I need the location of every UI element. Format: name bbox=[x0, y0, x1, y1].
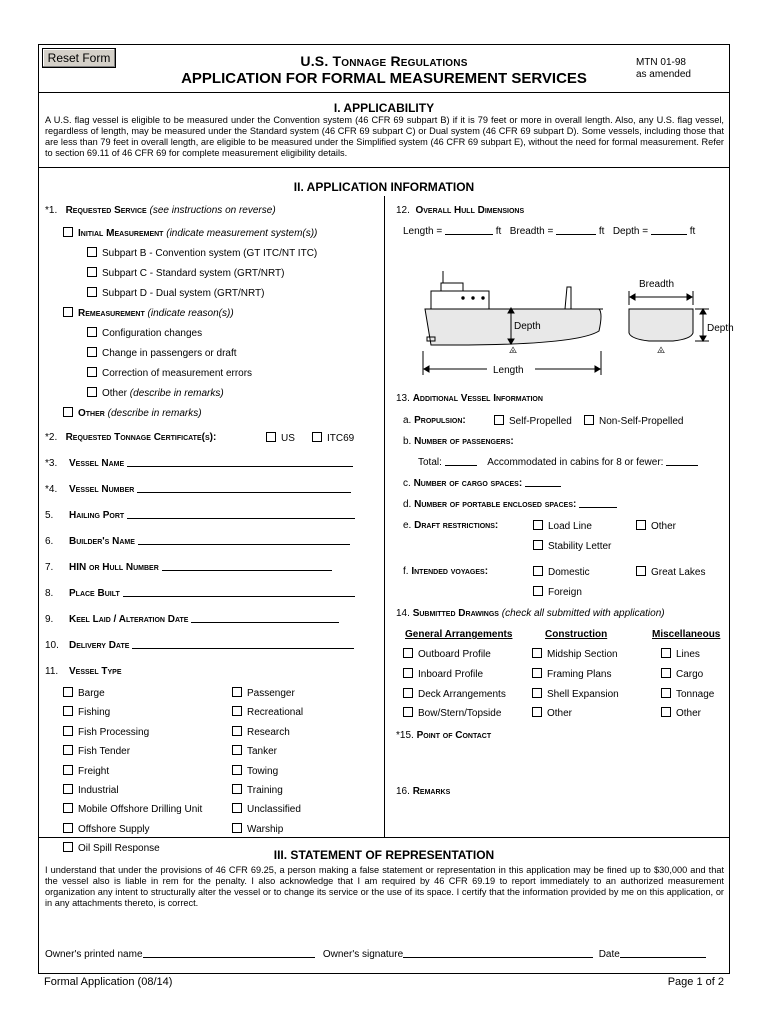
vessel-number-number: *4. bbox=[45, 484, 58, 495]
industrial-checkbox[interactable] bbox=[63, 784, 73, 794]
framing-plans-option[interactable] bbox=[532, 668, 611, 680]
bow-stern-checkbox[interactable] bbox=[403, 707, 413, 717]
reset-form-button[interactable]: Reset Form bbox=[42, 48, 116, 68]
subpart-b-label: Subpart B - Convention system (GT ITC/NT ITC) bbox=[102, 248, 318, 259]
deck-arrangements-checkbox[interactable] bbox=[403, 688, 413, 698]
vessel-type-offshore-supply[interactable] bbox=[63, 823, 150, 835]
vessel-number-row bbox=[45, 484, 351, 495]
tonnage-option[interactable] bbox=[661, 688, 714, 700]
passenger-label: Passenger bbox=[247, 688, 295, 699]
keel-laid-number: 9. bbox=[45, 614, 54, 625]
miscellaneous-heading: Miscellaneous bbox=[652, 629, 721, 640]
warship-checkbox[interactable] bbox=[232, 823, 242, 833]
remeasurement-label: Remeasurement bbox=[78, 308, 145, 319]
service-other-label: Other bbox=[78, 408, 105, 419]
q15-title: Point of Contact bbox=[416, 730, 492, 741]
remarks-field[interactable] bbox=[396, 802, 726, 834]
hailing-port-row bbox=[45, 510, 355, 521]
self-propelled-checkbox[interactable] bbox=[494, 415, 504, 425]
construction-heading: Construction bbox=[545, 629, 608, 640]
vessel-type-training[interactable] bbox=[232, 784, 283, 796]
vessel-type-barge[interactable] bbox=[63, 687, 105, 699]
subpart-b-option[interactable] bbox=[87, 247, 317, 259]
q14-title: Submitted Drawings bbox=[412, 608, 499, 619]
outboard-profile-checkbox[interactable] bbox=[403, 648, 413, 658]
load-line-option[interactable] bbox=[533, 520, 592, 532]
hin-number: 7. bbox=[45, 562, 54, 573]
foreign-label: Foreign bbox=[548, 587, 582, 598]
breadth-label: Breadth = bbox=[509, 226, 554, 237]
self-propelled-option[interactable] bbox=[494, 415, 572, 427]
non-self-propelled-label: Non-Self-Propelled bbox=[599, 416, 684, 427]
vessel-type-fish-tender[interactable] bbox=[63, 745, 130, 757]
midship-section-checkbox[interactable] bbox=[532, 648, 542, 658]
vessel-type-towing[interactable] bbox=[232, 765, 278, 777]
initial-measurement-checkbox[interactable] bbox=[63, 227, 73, 237]
self-propelled-label: Self-Propelled bbox=[509, 416, 572, 427]
builders-name-row bbox=[45, 536, 350, 547]
passengers-label: Number of passengers: bbox=[414, 436, 514, 447]
correction-errors-checkbox[interactable] bbox=[87, 367, 97, 377]
propulsion-number: a. bbox=[403, 415, 412, 426]
modu-label: Mobile Offshore Drilling Unit bbox=[78, 804, 203, 815]
research-checkbox[interactable] bbox=[232, 726, 242, 736]
application-section bbox=[39, 168, 734, 854]
recreational-checkbox[interactable] bbox=[232, 706, 242, 716]
vessel-name-row bbox=[45, 458, 353, 469]
non-self-propelled-checkbox[interactable] bbox=[584, 415, 594, 425]
research-label: Research bbox=[247, 727, 290, 738]
q12-number: 12. bbox=[396, 205, 410, 216]
remeasurement-other-label: Other bbox=[102, 388, 128, 399]
q11-title: Vessel Type bbox=[69, 666, 122, 677]
subpart-d-option[interactable] bbox=[87, 287, 264, 299]
modu-checkbox[interactable] bbox=[63, 803, 73, 813]
applicability-section bbox=[39, 93, 729, 168]
foreign-option[interactable] bbox=[533, 586, 582, 598]
remeasurement-other-option[interactable] bbox=[87, 387, 224, 399]
signature-field[interactable] bbox=[403, 957, 593, 958]
delivery-date-field[interactable] bbox=[132, 648, 354, 649]
cert-itc69-option[interactable] bbox=[312, 432, 354, 444]
application-heading: II. APPLICATION INFORMATION bbox=[293, 180, 475, 194]
great-lakes-option[interactable] bbox=[636, 566, 705, 578]
remeasurement-other-note: (describe in remarks) bbox=[129, 388, 224, 399]
q2-row bbox=[45, 432, 216, 443]
inboard-profile-label: Inboard Profile bbox=[418, 669, 484, 680]
q1-note: (see instructions on reverse) bbox=[149, 205, 276, 216]
builders-name-label: Builder's Name bbox=[69, 536, 135, 547]
vessel-name-field[interactable] bbox=[127, 466, 353, 467]
service-other-checkbox[interactable] bbox=[63, 407, 73, 417]
inboard-profile-checkbox[interactable] bbox=[403, 668, 413, 678]
printed-name-label: Owner's printed name bbox=[45, 949, 143, 960]
vessel-type-tanker[interactable] bbox=[232, 745, 277, 757]
vessel-number-label: Vessel Number bbox=[69, 484, 135, 495]
q11-number: 11. bbox=[45, 666, 59, 677]
cargo-label: Cargo bbox=[676, 669, 704, 680]
shell-expansion-checkbox[interactable] bbox=[532, 688, 542, 698]
vessel-type-industrial[interactable] bbox=[63, 784, 119, 796]
portable-spaces-number: d. bbox=[403, 499, 412, 510]
warship-label: Warship bbox=[247, 824, 284, 835]
towing-label: Towing bbox=[247, 766, 279, 777]
q1-label bbox=[45, 205, 276, 216]
keel-laid-label: Keel Laid / Alteration Date bbox=[69, 614, 189, 625]
draft-other-checkbox[interactable] bbox=[636, 520, 646, 530]
change-passengers-label: Change in passengers or draft bbox=[102, 348, 237, 359]
vessel-section-drawing bbox=[629, 291, 709, 341]
date-field[interactable] bbox=[620, 957, 706, 958]
midship-mark-icon: ⨻ bbox=[509, 346, 518, 356]
q2-number: *2. bbox=[45, 432, 58, 443]
fishing-checkbox[interactable] bbox=[63, 706, 73, 716]
section-breadth-label: Breadth bbox=[639, 279, 675, 290]
propulsion-label: Propulsion: bbox=[414, 415, 466, 426]
q2-label: Requested Tonnage Certificate(s): bbox=[65, 432, 217, 443]
cargo-spaces-row bbox=[403, 478, 561, 489]
initial-measurement-option[interactable] bbox=[63, 227, 317, 239]
fish-tender-label: Fish Tender bbox=[78, 746, 131, 757]
draft-row bbox=[403, 520, 498, 531]
delivery-date-number: 10. bbox=[45, 640, 59, 651]
place-built-number: 8. bbox=[45, 588, 54, 599]
freight-label: Freight bbox=[78, 766, 110, 777]
hin-field[interactable] bbox=[162, 570, 332, 571]
remeasurement-option[interactable] bbox=[63, 307, 234, 319]
domestic-option[interactable] bbox=[533, 566, 590, 578]
remeasurement-other-checkbox[interactable] bbox=[87, 387, 97, 397]
builders-name-number: 6. bbox=[45, 536, 54, 547]
statement-heading: III. STATEMENT OF REPRESENTATION bbox=[273, 848, 495, 862]
industrial-label: Industrial bbox=[78, 785, 119, 796]
length-label: Length = bbox=[403, 226, 443, 237]
cert-itc69-label: ITC69 bbox=[327, 433, 355, 444]
applicability-heading: I. APPLICABILITY bbox=[333, 101, 435, 115]
lines-label: Lines bbox=[676, 649, 700, 660]
q13-number: 13. bbox=[396, 393, 410, 404]
configuration-changes-label: Configuration changes bbox=[102, 328, 203, 339]
service-other-option[interactable] bbox=[63, 407, 202, 419]
length-unit: ft bbox=[495, 226, 502, 237]
subpart-c-label: Subpart C - Standard system (GRT/NRT) bbox=[102, 268, 285, 279]
passengers-total-field[interactable] bbox=[445, 465, 477, 466]
lines-option[interactable] bbox=[661, 648, 700, 660]
builders-name-field[interactable] bbox=[138, 544, 350, 545]
q16-label bbox=[396, 786, 450, 797]
non-self-propelled-option[interactable] bbox=[584, 415, 684, 427]
training-checkbox[interactable] bbox=[232, 784, 242, 794]
mtn-number: MTN 01-98 bbox=[635, 57, 686, 68]
propulsion-row bbox=[403, 415, 466, 426]
form-header bbox=[39, 45, 729, 93]
q15-number: *15. bbox=[396, 730, 414, 741]
statement-text: I understand that under the provisions of 46 CFR 69.25, a person making a false statement or representation in this application may be fined up to $30,000 and that the vessel also is liable in rem for the penalty. I also acknowledge that I am required by 46 CFR 69.19 to report immediately to an authorized measurement organization any intent to structurally alter the vessel or to change its service or the use of its space. I certify that the information provided by me on this application, or in any attachments thereto, is correct. bbox=[45, 865, 724, 908]
configuration-changes-checkbox[interactable] bbox=[87, 327, 97, 337]
offshore-supply-label: Offshore Supply bbox=[78, 824, 150, 835]
domestic-label: Domestic bbox=[548, 567, 590, 578]
q14-label bbox=[396, 608, 665, 619]
q13-label bbox=[396, 393, 543, 404]
form-version: Formal Application (08/14) bbox=[44, 976, 173, 988]
cert-us-checkbox[interactable] bbox=[266, 432, 276, 442]
cert-us-label: US bbox=[281, 433, 295, 444]
offshore-supply-checkbox[interactable] bbox=[63, 823, 73, 833]
vessel-type-freight[interactable] bbox=[63, 765, 109, 777]
misc-other-checkbox[interactable] bbox=[661, 707, 671, 717]
service-other-note: (describe in remarks) bbox=[107, 408, 202, 419]
training-label: Training bbox=[247, 785, 283, 796]
barge-label: Barge bbox=[78, 688, 105, 699]
misc-other-option[interactable] bbox=[661, 707, 701, 719]
bow-stern-option[interactable] bbox=[403, 707, 501, 719]
initial-measurement-label: Initial Measurement bbox=[78, 228, 164, 239]
draft-number: e. bbox=[403, 520, 412, 531]
passenger-checkbox[interactable] bbox=[232, 687, 242, 697]
midship-section-label: Midship Section bbox=[547, 649, 618, 660]
tonnage-checkbox[interactable] bbox=[661, 688, 671, 698]
tanker-checkbox[interactable] bbox=[232, 745, 242, 755]
correction-errors-label: Correction of measurement errors bbox=[102, 368, 253, 379]
vessel-type-research[interactable] bbox=[232, 726, 290, 738]
q1-title: Requested Service bbox=[65, 205, 147, 216]
great-lakes-label: Great Lakes bbox=[651, 567, 706, 578]
load-line-label: Load Line bbox=[548, 521, 592, 532]
general-arrangements-heading: General Arrangements bbox=[405, 629, 513, 640]
applicability-text: A U.S. flag vessel is eligible to be measured under the Convention system (46 CFR 69 subpart B) if it is 79 feet or more in overall length. Also, any U.S. flag vessel, regardless of length, may be measured under the Standard system (46 CFR 69 subpart C) or Dual system (46 CFR 69 subpart D). Some vessels, including those that are less than 79 feet in overall length, are eligible to be measured under the Simplified system (46 CFR 69 subpart E), without the need for formal measurement. Refer to section 69.11 of 46 CFR 69 for complete measurement eligibility details. bbox=[45, 115, 724, 158]
date-label: Date bbox=[598, 949, 620, 960]
passengers-cabins-label: Accommodated in cabins for 8 or fewer: bbox=[487, 457, 664, 468]
depth-label: Depth = bbox=[612, 226, 649, 237]
shell-expansion-option[interactable] bbox=[532, 688, 619, 700]
passengers-fields bbox=[418, 457, 698, 468]
length-field[interactable] bbox=[445, 234, 493, 235]
correction-errors-option[interactable] bbox=[87, 367, 252, 379]
draft-other-option[interactable] bbox=[636, 520, 676, 532]
depth-field[interactable] bbox=[651, 234, 687, 235]
outboard-profile-label: Outboard Profile bbox=[418, 649, 491, 660]
portable-spaces-row bbox=[403, 499, 617, 510]
form-title: U.S. Tonnage Regulations bbox=[300, 53, 468, 69]
q16-number: 16. bbox=[396, 786, 410, 797]
keel-laid-field[interactable] bbox=[191, 622, 339, 623]
recreational-label: Recreational bbox=[247, 707, 304, 718]
passengers-cabins-field[interactable] bbox=[666, 465, 698, 466]
remeasurement-checkbox[interactable] bbox=[63, 307, 73, 317]
column-divider bbox=[384, 196, 385, 838]
q12-title: Overall Hull Dimensions bbox=[415, 205, 525, 216]
subpart-d-checkbox[interactable] bbox=[87, 287, 97, 297]
place-built-field[interactable] bbox=[123, 596, 355, 597]
q14-note: (check all submitted with application) bbox=[501, 608, 665, 619]
hailing-port-field[interactable] bbox=[127, 518, 355, 519]
page-number: Page 1 of 2 bbox=[667, 976, 724, 988]
fishing-label: Fishing bbox=[78, 707, 111, 718]
hailing-port-number: 5. bbox=[45, 510, 54, 521]
towing-checkbox[interactable] bbox=[232, 765, 242, 775]
foreign-checkbox[interactable] bbox=[533, 586, 543, 596]
voyages-number: f. bbox=[403, 566, 409, 577]
signature-row bbox=[45, 949, 706, 960]
cargo-checkbox[interactable] bbox=[661, 668, 671, 678]
passengers-row bbox=[403, 436, 514, 447]
draft-other-label: Other bbox=[651, 521, 677, 532]
vessel-type-recreational[interactable] bbox=[232, 706, 303, 718]
fish-processing-label: Fish Processing bbox=[78, 727, 150, 738]
stability-letter-label: Stability Letter bbox=[548, 541, 612, 552]
portable-spaces-label: Number of portable enclosed spaces: bbox=[414, 499, 577, 510]
hin-row bbox=[45, 562, 332, 573]
form-frame bbox=[38, 44, 734, 974]
vessel-type-unclassified[interactable] bbox=[232, 803, 301, 815]
inboard-profile-option[interactable] bbox=[403, 668, 483, 680]
barge-checkbox[interactable] bbox=[63, 687, 73, 697]
cert-itc69-checkbox[interactable] bbox=[312, 432, 322, 442]
cargo-option[interactable] bbox=[661, 668, 703, 680]
shell-expansion-label: Shell Expansion bbox=[547, 689, 619, 700]
unclassified-label: Unclassified bbox=[247, 804, 301, 815]
freight-checkbox[interactable] bbox=[63, 765, 73, 775]
bow-stern-label: Bow/Stern/Topside bbox=[418, 708, 502, 719]
cert-us-option[interactable] bbox=[266, 432, 295, 444]
q11-label bbox=[45, 666, 122, 677]
passengers-number: b. bbox=[403, 436, 412, 447]
subpart-c-checkbox[interactable] bbox=[87, 267, 97, 277]
q16-title: Remarks bbox=[412, 786, 451, 797]
breadth-unit: ft bbox=[598, 226, 605, 237]
hin-label: HIN or Hull Number bbox=[69, 562, 159, 573]
vessel-type-fish-processing[interactable] bbox=[63, 726, 149, 738]
unclassified-checkbox[interactable] bbox=[232, 803, 242, 813]
point-of-contact-field[interactable] bbox=[396, 746, 726, 782]
form-subtitle: APPLICATION FOR FORMAL MEASUREMENT SERVICES bbox=[181, 70, 587, 87]
load-line-checkbox[interactable] bbox=[533, 520, 543, 530]
hull-dimensions-diagram bbox=[417, 241, 737, 385]
place-built-label: Place Built bbox=[69, 588, 120, 599]
q1-number: *1. bbox=[45, 205, 58, 216]
cargo-spaces-label: Number of cargo spaces: bbox=[413, 478, 523, 489]
vessel-profile-drawing bbox=[425, 271, 603, 345]
subpart-d-label: Subpart D - Dual system (GRT/NRT) bbox=[102, 288, 265, 299]
vessel-name-label: Vessel Name bbox=[69, 458, 125, 469]
configuration-changes-option[interactable] bbox=[87, 327, 202, 339]
section-depth-label: Depth bbox=[707, 323, 734, 334]
portable-spaces-field[interactable] bbox=[579, 507, 617, 508]
draft-label: Draft restrictions: bbox=[414, 520, 499, 531]
misc-other-label: Other bbox=[676, 708, 702, 719]
initial-measurement-note: (indicate measurement system(s)) bbox=[166, 228, 318, 239]
printed-name-field[interactable] bbox=[143, 957, 315, 958]
keel-laid-row bbox=[45, 614, 339, 625]
delivery-date-row bbox=[45, 640, 354, 651]
mtn-amended: as amended bbox=[635, 69, 691, 80]
vessel-type-warship[interactable] bbox=[232, 823, 283, 835]
passengers-total-label: Total: bbox=[418, 457, 442, 468]
change-passengers-option[interactable] bbox=[87, 347, 237, 359]
vessel-type-modu[interactable] bbox=[63, 803, 202, 815]
vessel-name-number: *3. bbox=[45, 458, 58, 469]
construction-other-label: Other bbox=[547, 708, 573, 719]
framing-plans-checkbox[interactable] bbox=[532, 668, 542, 678]
q15-label bbox=[396, 730, 491, 741]
delivery-date-label: Delivery Date bbox=[69, 640, 130, 651]
lines-checkbox[interactable] bbox=[661, 648, 671, 658]
fish-processing-checkbox[interactable] bbox=[63, 726, 73, 736]
oil-spill-label: Oil Spill Response bbox=[78, 843, 160, 854]
stability-letter-option[interactable] bbox=[533, 540, 611, 552]
q14-number: 14. bbox=[396, 608, 410, 619]
fish-tender-checkbox[interactable] bbox=[63, 745, 73, 755]
hailing-port-label: Hailing Port bbox=[69, 510, 125, 521]
depth-unit: ft bbox=[689, 226, 696, 237]
section-midship-mark-icon: ⨻ bbox=[657, 346, 666, 356]
change-passengers-checkbox[interactable] bbox=[87, 347, 97, 357]
statement-section bbox=[39, 838, 729, 975]
stability-letter-checkbox[interactable] bbox=[533, 540, 543, 550]
profile-length-label: Length bbox=[493, 365, 524, 376]
tonnage-label: Tonnage bbox=[676, 689, 715, 700]
profile-depth-label: Depth bbox=[514, 321, 541, 332]
midship-section-option[interactable] bbox=[532, 648, 618, 660]
vessel-number-field[interactable] bbox=[137, 492, 351, 493]
breadth-field[interactable] bbox=[556, 234, 596, 235]
vessel-type-passenger[interactable] bbox=[232, 687, 295, 699]
subpart-c-option[interactable] bbox=[87, 267, 284, 279]
deck-arrangements-option[interactable] bbox=[403, 688, 506, 700]
construction-other-option[interactable] bbox=[532, 707, 572, 719]
signature-label: Owner's signature bbox=[322, 949, 404, 960]
mtn-reference bbox=[636, 57, 691, 81]
tanker-label: Tanker bbox=[247, 746, 278, 757]
framing-plans-label: Framing Plans bbox=[547, 669, 612, 680]
voyages-row bbox=[403, 566, 488, 577]
subpart-b-checkbox[interactable] bbox=[87, 247, 97, 257]
dimensions-row bbox=[403, 226, 695, 237]
remeasurement-note: (indicate reason(s)) bbox=[147, 308, 234, 319]
place-built-row bbox=[45, 588, 355, 599]
cargo-spaces-field[interactable] bbox=[525, 486, 561, 487]
deck-arrangements-label: Deck Arrangements bbox=[418, 689, 506, 700]
great-lakes-checkbox[interactable] bbox=[636, 566, 646, 576]
q13-title: Additional Vessel Information bbox=[412, 393, 543, 404]
outboard-profile-option[interactable] bbox=[403, 648, 491, 660]
construction-other-checkbox[interactable] bbox=[532, 707, 542, 717]
voyages-label: Intended voyages: bbox=[411, 566, 489, 577]
vessel-type-fishing[interactable] bbox=[63, 706, 110, 718]
cargo-spaces-number: c. bbox=[403, 478, 411, 489]
q12-label bbox=[396, 205, 524, 216]
domestic-checkbox[interactable] bbox=[533, 566, 543, 576]
